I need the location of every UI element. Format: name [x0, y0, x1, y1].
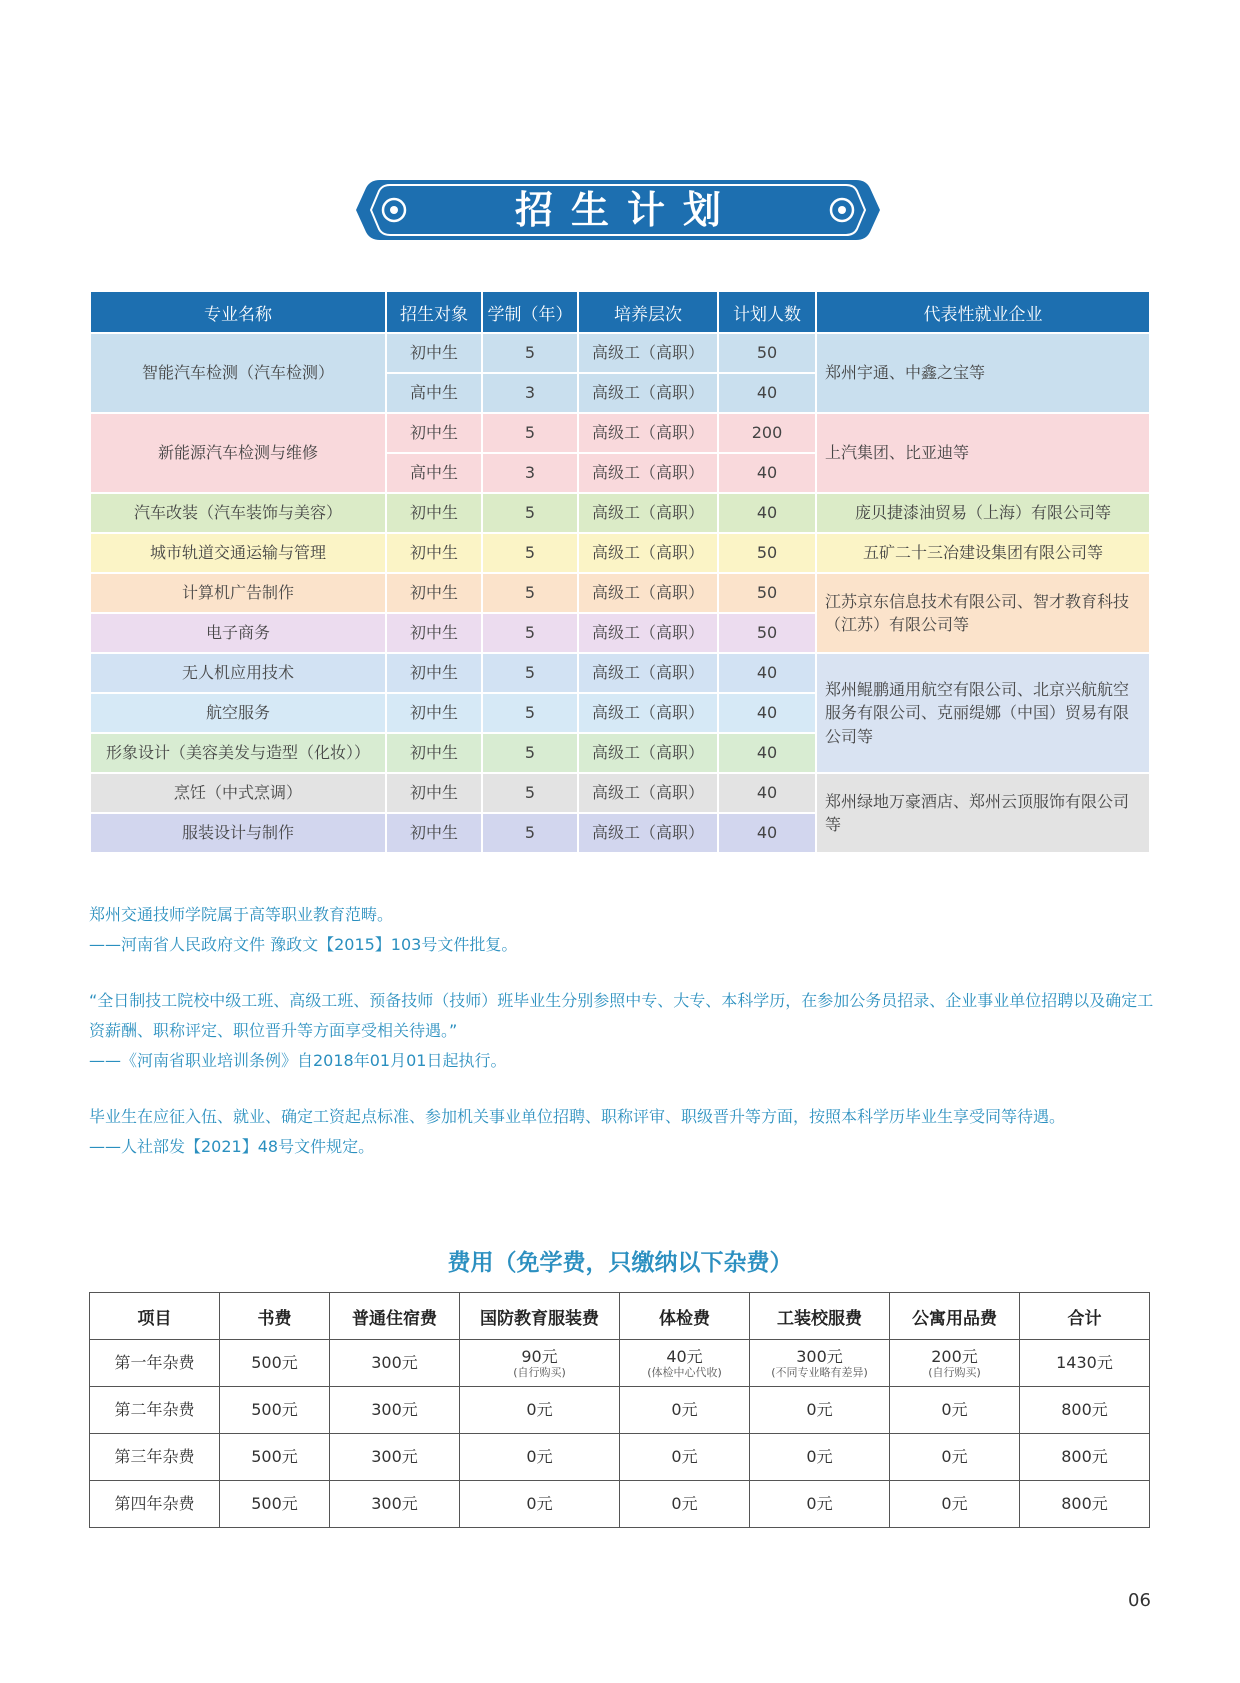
company-cell: 庞贝捷漆油贸易（上海）有限公司等	[816, 493, 1150, 533]
count-cell: 40	[718, 733, 816, 773]
fee-cell	[330, 1340, 460, 1387]
years-cell: 5	[482, 813, 578, 853]
level-cell: 高级工（高职）	[578, 453, 718, 493]
note-line: ——人社部发【2021】48号文件规定。	[89, 1137, 375, 1156]
fee-cell	[460, 1340, 620, 1387]
fee-note: (不同专业略有差异)	[771, 1365, 868, 1379]
years-cell: 5	[482, 653, 578, 693]
fee-cell	[220, 1481, 330, 1528]
fee-header-cell: 体检费	[620, 1293, 750, 1340]
fee-header-cell: 合计	[1020, 1293, 1150, 1340]
level-cell: 高级工（高职）	[578, 773, 718, 813]
years-cell: 5	[482, 413, 578, 453]
fee-value: 800元	[1061, 1494, 1108, 1513]
fee-value: 0元	[671, 1447, 698, 1466]
level-cell: 高级工（高职）	[578, 733, 718, 773]
note-line: ——河南省人民政府文件 豫政文【2015】103号文件批复。	[89, 935, 518, 954]
fee-header-cell: 公寓用品费	[890, 1293, 1020, 1340]
note-line: 郑州交通技师学院属于高等职业教育范畴。	[89, 905, 394, 924]
major-name-cell: 服装设计与制作	[90, 813, 386, 853]
fee-value: 0元	[526, 1447, 553, 1466]
years-cell: 5	[482, 733, 578, 773]
fee-cell	[1020, 1340, 1150, 1387]
fee-cell	[750, 1387, 890, 1434]
target-cell: 初中生	[386, 333, 482, 373]
fee-value: 第二年杂费	[114, 1400, 195, 1419]
fee-cell	[460, 1434, 620, 1481]
target-cell: 初中生	[386, 613, 482, 653]
plan-row	[90, 493, 1150, 533]
fee-value: 0元	[526, 1494, 553, 1513]
banner-title: 招生计划	[514, 188, 739, 232]
fee-cell	[620, 1387, 750, 1434]
company-cell: 郑州绿地万豪酒店、郑州云顶服饰有限公司等	[816, 773, 1150, 853]
major-name-cell: 电子商务	[90, 613, 386, 653]
plan-row	[90, 773, 1150, 813]
header-years: 学制（年）	[482, 291, 578, 333]
fee-value: 40元	[666, 1346, 703, 1366]
years-cell: 5	[482, 773, 578, 813]
major-name-cell: 烹饪（中式烹调）	[90, 773, 386, 813]
years-cell: 3	[482, 373, 578, 413]
level-cell: 高级工（高职）	[578, 693, 718, 733]
fee-cell	[460, 1481, 620, 1528]
fee-cell	[620, 1340, 750, 1387]
header-target: 招生对象	[386, 291, 482, 333]
level-cell: 高级工（高职）	[578, 373, 718, 413]
fee-value: 500元	[251, 1353, 298, 1372]
fee-cell	[890, 1387, 1020, 1434]
count-cell: 40	[718, 373, 816, 413]
fee-value: 500元	[251, 1447, 298, 1466]
fee-cell	[620, 1481, 750, 1528]
header-count: 计划人数	[718, 291, 816, 333]
fee-value: 0元	[671, 1494, 698, 1513]
count-cell: 40	[718, 453, 816, 493]
fee-cell	[90, 1340, 220, 1387]
fee-header-cell: 国防教育服装费	[460, 1293, 620, 1340]
fee-value: 0元	[806, 1447, 833, 1466]
fee-header-cell: 工装校服费	[750, 1293, 890, 1340]
years-cell: 5	[482, 533, 578, 573]
fee-cell	[330, 1481, 460, 1528]
fee-cell	[1020, 1481, 1150, 1528]
fee-cell	[750, 1481, 890, 1528]
note-spacer	[89, 1076, 1169, 1102]
fee-row	[90, 1434, 1150, 1481]
company-cell: 郑州鲲鹏通用航空有限公司、北京兴航航空服务有限公司、克丽缇娜（中国）贸易有限公司等	[816, 653, 1150, 773]
plan-header-row	[90, 291, 1150, 333]
fee-value: 300元	[371, 1353, 418, 1372]
fee-cell	[220, 1387, 330, 1434]
count-cell: 50	[718, 333, 816, 373]
fee-cell	[460, 1387, 620, 1434]
fee-value: 500元	[251, 1494, 298, 1513]
header-major: 专业名称	[90, 291, 386, 333]
company-cell: 郑州宇通、中鑫之宝等	[816, 333, 1150, 413]
level-cell: 高级工（高职）	[578, 333, 718, 373]
target-cell: 初中生	[386, 733, 482, 773]
fee-cell	[620, 1434, 750, 1481]
count-cell: 200	[718, 413, 816, 453]
level-cell: 高级工（高职）	[578, 653, 718, 693]
fee-header-row	[90, 1293, 1150, 1340]
fee-note: (自行购买)	[928, 1365, 981, 1379]
fee-note: (体检中心代收)	[647, 1365, 722, 1379]
fee-row	[90, 1481, 1150, 1528]
fee-header-cell: 项目	[90, 1293, 220, 1340]
level-cell: 高级工（高职）	[578, 493, 718, 533]
fee-cell	[750, 1434, 890, 1481]
fee-value: 0元	[806, 1400, 833, 1419]
note-spacer	[89, 960, 1169, 986]
fee-cell	[220, 1434, 330, 1481]
major-name-cell: 无人机应用技术	[90, 653, 386, 693]
fee-cell	[1020, 1434, 1150, 1481]
count-cell: 50	[718, 613, 816, 653]
target-cell: 高中生	[386, 453, 482, 493]
level-cell: 高级工（高职）	[578, 533, 718, 573]
company-cell: 上汽集团、比亚迪等	[816, 413, 1150, 493]
note-line: “全日制技工院校中级工班、高级工班、预备技师（技师）班毕业生分别参照中专、大专、本科学历，在参加公务员招录、企业事业单位招聘以及确定工资薪酬、职称评定、职位晋升等方面享受相关待遇。”	[89, 991, 1154, 1040]
fee-value: 第三年杂费	[114, 1447, 195, 1466]
target-cell: 初中生	[386, 573, 482, 613]
fee-value: 0元	[526, 1400, 553, 1419]
note-line: ——《河南省职业培训条例》自2018年01月01日起执行。	[89, 1051, 507, 1070]
fee-value: 0元	[941, 1447, 968, 1466]
count-cell: 50	[718, 533, 816, 573]
fee-cell	[90, 1434, 220, 1481]
fee-cell	[330, 1387, 460, 1434]
fee-value: 300元	[371, 1447, 418, 1466]
header-company: 代表性就业企业	[816, 291, 1150, 333]
target-cell: 初中生	[386, 813, 482, 853]
target-cell: 初中生	[386, 413, 482, 453]
fee-value: 0元	[806, 1494, 833, 1513]
major-name-cell: 计算机广告制作	[90, 573, 386, 613]
count-cell: 40	[718, 493, 816, 533]
major-name-cell: 城市轨道交通运输与管理	[90, 533, 386, 573]
fee-value: 300元	[371, 1400, 418, 1419]
fee-header-cell: 书费	[220, 1293, 330, 1340]
plan-body	[90, 333, 1150, 853]
fee-value: 300元	[796, 1346, 843, 1366]
fee-value: 0元	[671, 1400, 698, 1419]
fee-value: 0元	[941, 1400, 968, 1419]
years-cell: 5	[482, 613, 578, 653]
count-cell: 50	[718, 573, 816, 613]
major-name-cell: 形象设计（美容美发与造型（化妆））	[90, 733, 386, 773]
company-cell: 江苏京东信息技术有限公司、智才教育科技（江苏）有限公司等	[816, 573, 1150, 653]
years-cell: 5	[482, 693, 578, 733]
plan-row	[90, 653, 1150, 693]
fee-body	[90, 1340, 1150, 1528]
fee-value: 0元	[941, 1494, 968, 1513]
plan-row	[90, 533, 1150, 573]
target-cell: 初中生	[386, 653, 482, 693]
fee-value: 200元	[931, 1346, 978, 1366]
count-cell: 40	[718, 773, 816, 813]
fee-cell	[890, 1340, 1020, 1387]
major-name-cell: 汽车改装（汽车装饰与美容）	[90, 493, 386, 533]
plan-row	[90, 333, 1150, 373]
fee-row	[90, 1340, 1150, 1387]
target-cell: 初中生	[386, 493, 482, 533]
level-cell: 高级工（高职）	[578, 413, 718, 453]
fee-value: 90元	[521, 1346, 558, 1366]
header-level: 培养层次	[578, 291, 718, 333]
fee-cell	[750, 1340, 890, 1387]
fee-cell	[890, 1481, 1020, 1528]
fee-note: (自行购买)	[513, 1365, 566, 1379]
level-cell: 高级工（高职）	[578, 613, 718, 653]
company-cell: 五矿二十三冶建设集团有限公司等	[816, 533, 1150, 573]
count-cell: 40	[718, 693, 816, 733]
fee-value: 800元	[1061, 1447, 1108, 1466]
fee-value: 300元	[371, 1494, 418, 1513]
fee-value: 1430元	[1056, 1353, 1113, 1372]
major-name-cell: 新能源汽车检测与维修	[90, 413, 386, 493]
level-cell: 高级工（高职）	[578, 573, 718, 613]
fee-value: 500元	[251, 1400, 298, 1419]
title-banner	[350, 176, 886, 244]
count-cell: 40	[718, 813, 816, 853]
target-cell: 初中生	[386, 533, 482, 573]
fee-cell	[220, 1340, 330, 1387]
years-cell: 5	[482, 573, 578, 613]
policy-notes	[89, 900, 1169, 1162]
target-cell: 初中生	[386, 773, 482, 813]
fee-cell	[1020, 1387, 1150, 1434]
level-cell: 高级工（高职）	[578, 813, 718, 853]
fee-value: 800元	[1061, 1400, 1108, 1419]
enrollment-plan-table	[89, 290, 1151, 854]
fee-cell	[90, 1481, 220, 1528]
major-name-cell: 智能汽车检测（汽车检测）	[90, 333, 386, 413]
years-cell: 5	[482, 493, 578, 533]
plan-row	[90, 413, 1150, 453]
note-line: 毕业生在应征入伍、就业、确定工资起点标准、参加机关事业单位招聘、职称评审、职级晋升等方面，按照本科学历毕业生享受同等待遇。	[89, 1107, 1066, 1126]
fee-row	[90, 1387, 1150, 1434]
fee-value: 第四年杂费	[114, 1494, 195, 1513]
target-cell: 高中生	[386, 373, 482, 413]
years-cell: 3	[482, 453, 578, 493]
fee-cell	[890, 1434, 1020, 1481]
fee-header-cell: 普通住宿费	[330, 1293, 460, 1340]
major-name-cell: 航空服务	[90, 693, 386, 733]
fee-table	[89, 1292, 1150, 1528]
fee-value: 第一年杂费	[114, 1353, 195, 1372]
years-cell: 5	[482, 333, 578, 373]
plan-row	[90, 573, 1150, 613]
page-number: 06	[1128, 1590, 1151, 1611]
target-cell: 初中生	[386, 693, 482, 733]
fee-title: 费用（免学费，只缴纳以下杂费）	[447, 1250, 793, 1276]
count-cell: 40	[718, 653, 816, 693]
fee-cell	[90, 1387, 220, 1434]
fee-cell	[330, 1434, 460, 1481]
